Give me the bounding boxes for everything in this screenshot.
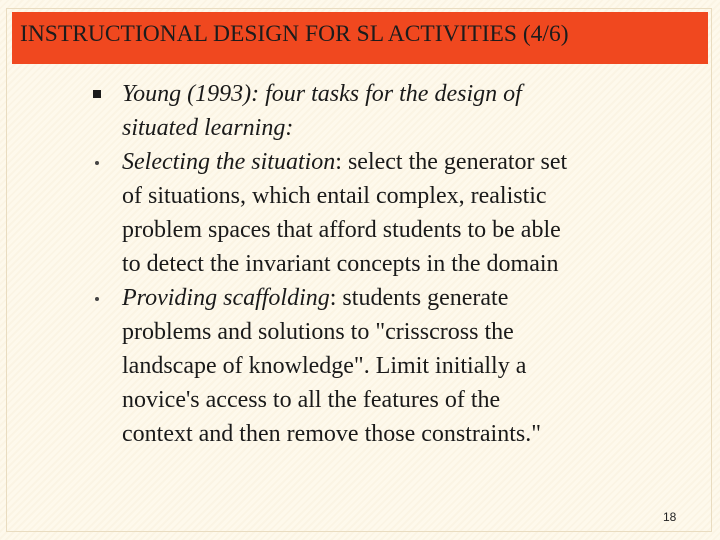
dot-bullet-icon bbox=[95, 297, 99, 301]
bullet-line bbox=[122, 315, 514, 349]
slide-title: INSTRUCTIONAL DESIGN FOR SL ACTIVITIES (4/6) bbox=[20, 21, 569, 47]
bullet-line bbox=[122, 77, 522, 111]
bullet-line bbox=[122, 111, 293, 145]
page-number: 18 bbox=[663, 510, 677, 524]
bullet-line bbox=[122, 145, 567, 179]
bullet-line bbox=[122, 281, 508, 315]
text-run: situated learning: bbox=[122, 115, 294, 141]
bullet-line bbox=[122, 349, 526, 383]
text-run: Selecting the situation bbox=[122, 149, 336, 175]
text-run: of situations, which entail complex, realistic bbox=[122, 183, 547, 209]
text-run: problem spaces that afford students to be able bbox=[122, 217, 561, 243]
text-run: Young (1993): four tasks for the design of bbox=[122, 81, 522, 107]
text-run: Providing scaffolding bbox=[122, 285, 330, 311]
dot-bullet-icon bbox=[95, 161, 99, 165]
bullet-line bbox=[122, 179, 547, 213]
square-bullet-icon bbox=[93, 90, 101, 98]
text-run: novice's access to all the features of the bbox=[122, 387, 501, 413]
text-run: landscape of knowledge". Limit initially a bbox=[122, 353, 527, 379]
text-run: to detect the invariant concepts in the domain bbox=[122, 251, 559, 277]
text-run: : students generate bbox=[329, 285, 509, 311]
text-run: problems and solutions to "crisscross the bbox=[122, 319, 514, 345]
bullet-line bbox=[122, 417, 541, 451]
text-run: : select the generator set bbox=[335, 149, 568, 175]
bullet-line bbox=[122, 213, 561, 247]
text-run: context and then remove those constraints." bbox=[122, 421, 542, 447]
bullet-line bbox=[122, 383, 500, 417]
bullet-line bbox=[122, 247, 559, 281]
